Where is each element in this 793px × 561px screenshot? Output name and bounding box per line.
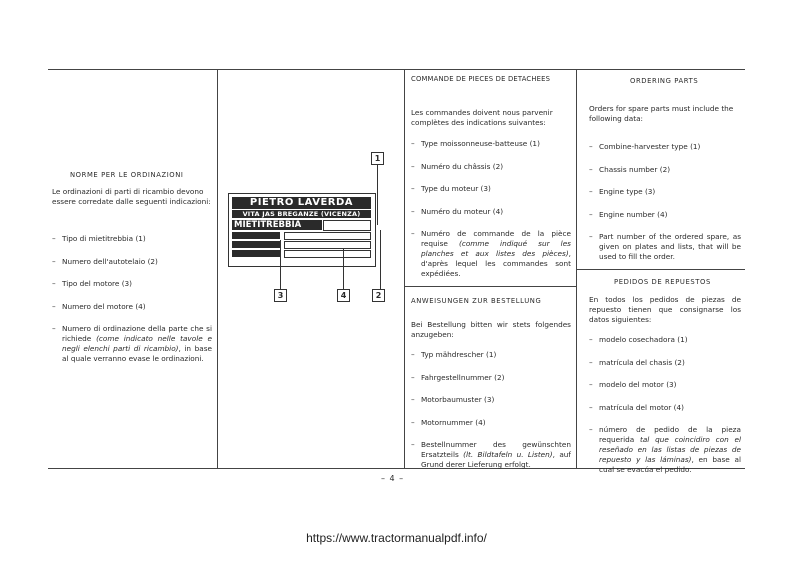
list-item: – Numéro du châssis (2) (411, 162, 571, 172)
plate-brand: PIETRO LAVERDA (232, 197, 371, 209)
spanish-list (589, 335, 741, 488)
plate-field (232, 232, 280, 239)
list-item: – Combine-harvester type (1) (589, 142, 741, 152)
leader-line (380, 230, 381, 289)
plate-model-box (323, 220, 371, 231)
list-item: – Engine number (4) (589, 210, 741, 220)
list-item: – modelo del motor (3) (589, 380, 741, 390)
callout-2: 2 (372, 289, 385, 302)
german-intro: Bei Bestellung bitten wir stets folgendes anzugeben: (411, 320, 571, 339)
leader-line (280, 240, 281, 289)
italian-title: NORME PER LE ORDINAZIONI (70, 171, 184, 179)
spanish-title: PEDIDOS DE REPUESTOS (614, 278, 711, 286)
plate-drawing (228, 193, 376, 267)
list-item: – Engine type (3) (589, 187, 741, 197)
list-item: – Chassis number (2) (589, 165, 741, 175)
plate-model: MIETITREBBIA (232, 220, 322, 230)
list-item: – Numero dell'autotelaio (2) (52, 257, 212, 267)
plate-field-box (284, 250, 371, 258)
french-list (411, 139, 571, 292)
english-list (589, 142, 741, 275)
list-item: – Fahrgestellnummer (2) (411, 373, 571, 383)
list-item: – modelo cosechadora (1) (589, 335, 741, 345)
list-item: – Numéro du moteur (4) (411, 207, 571, 217)
source-url[interactable]: https://www.tractormanualpdf.info/ (306, 531, 487, 545)
german-title: ANWEISUNGEN ZUR BESTELLUNG (411, 297, 542, 305)
list-item: – Tipo di mietitrebbia (1) (52, 234, 212, 244)
leader-line (377, 165, 378, 225)
column-divider-2 (404, 69, 405, 469)
list-item: – Numero del motore (4) (52, 302, 212, 312)
french-intro: Les commandes doivent nous parvenir complètes des indications suivantes: (411, 108, 553, 127)
list-item: – matrícula del chasis (2) (589, 358, 741, 368)
french-title: COMMANDE DE PIECES DE DETACHEES (411, 75, 551, 83)
plate-field (232, 250, 280, 257)
spanish-intro: En todos los pedidos de piezas de repuesto tienen que consignarse los datos siguientes: (589, 295, 741, 324)
plate-field-box (284, 232, 371, 240)
plate-field (232, 241, 280, 248)
italian-list (52, 234, 212, 377)
page-number: – 4 – (381, 474, 405, 483)
callout-3: 3 (274, 289, 287, 302)
list-item: – Motornummer (4) (411, 418, 571, 428)
italian-intro: Le ordinazioni di parti di ricambio devono essere corredate dalle seguenti indicazioni: (52, 187, 211, 206)
list-item: – Numero di ordinazione della parte che si richiede (come indicato nelle tavole e negli elenchi parti di ricambio), in base al quale verranno evase le ordinazioni. (52, 324, 212, 364)
list-item: – Numéro de commande de la pièce requise (comme indiqué sur les planches et aux listes des pièces), d'après lequel les commandes sont expédiées. (411, 229, 571, 279)
list-item: – Type moissonneuse-batteuse (1) (411, 139, 571, 149)
list-item: – Bestellnummer des gewünschten Ersatzteils (lt. Bildtafeln u. Listen), auf Grund derer Lieferung erfolgt. (411, 440, 571, 470)
english-title: ORDERING PARTS (630, 77, 699, 85)
english-intro: Orders for spare parts must include the following data: (589, 104, 734, 123)
list-item: – Part number of the ordered spare, as given on plates and lists, that will be used to fill the order. (589, 232, 741, 262)
column-divider-1 (217, 69, 218, 469)
leader-line (343, 248, 344, 289)
list-item: – número de pedido de la pieza requerida tal que coincidiro con el reseñado en las listas de piezas de repuesto y las láminas), en base al cual se evacúa el pedido. (589, 425, 741, 475)
list-item: – matrícula del motor (4) (589, 403, 741, 413)
callout-4: 4 (337, 289, 350, 302)
german-list (411, 350, 571, 483)
list-item: – Type du moteur (3) (411, 184, 571, 194)
plate-field-box (284, 241, 371, 249)
list-item: – Tipo del motore (3) (52, 279, 212, 289)
callout-1: 1 (371, 152, 384, 165)
list-item: – Typ mähdrescher (1) (411, 350, 571, 360)
list-item: – Motorbaumuster (3) (411, 395, 571, 405)
plate-location: VITA JAS BREGANZE (VICENZA) (232, 210, 371, 218)
top-rule (48, 69, 745, 70)
